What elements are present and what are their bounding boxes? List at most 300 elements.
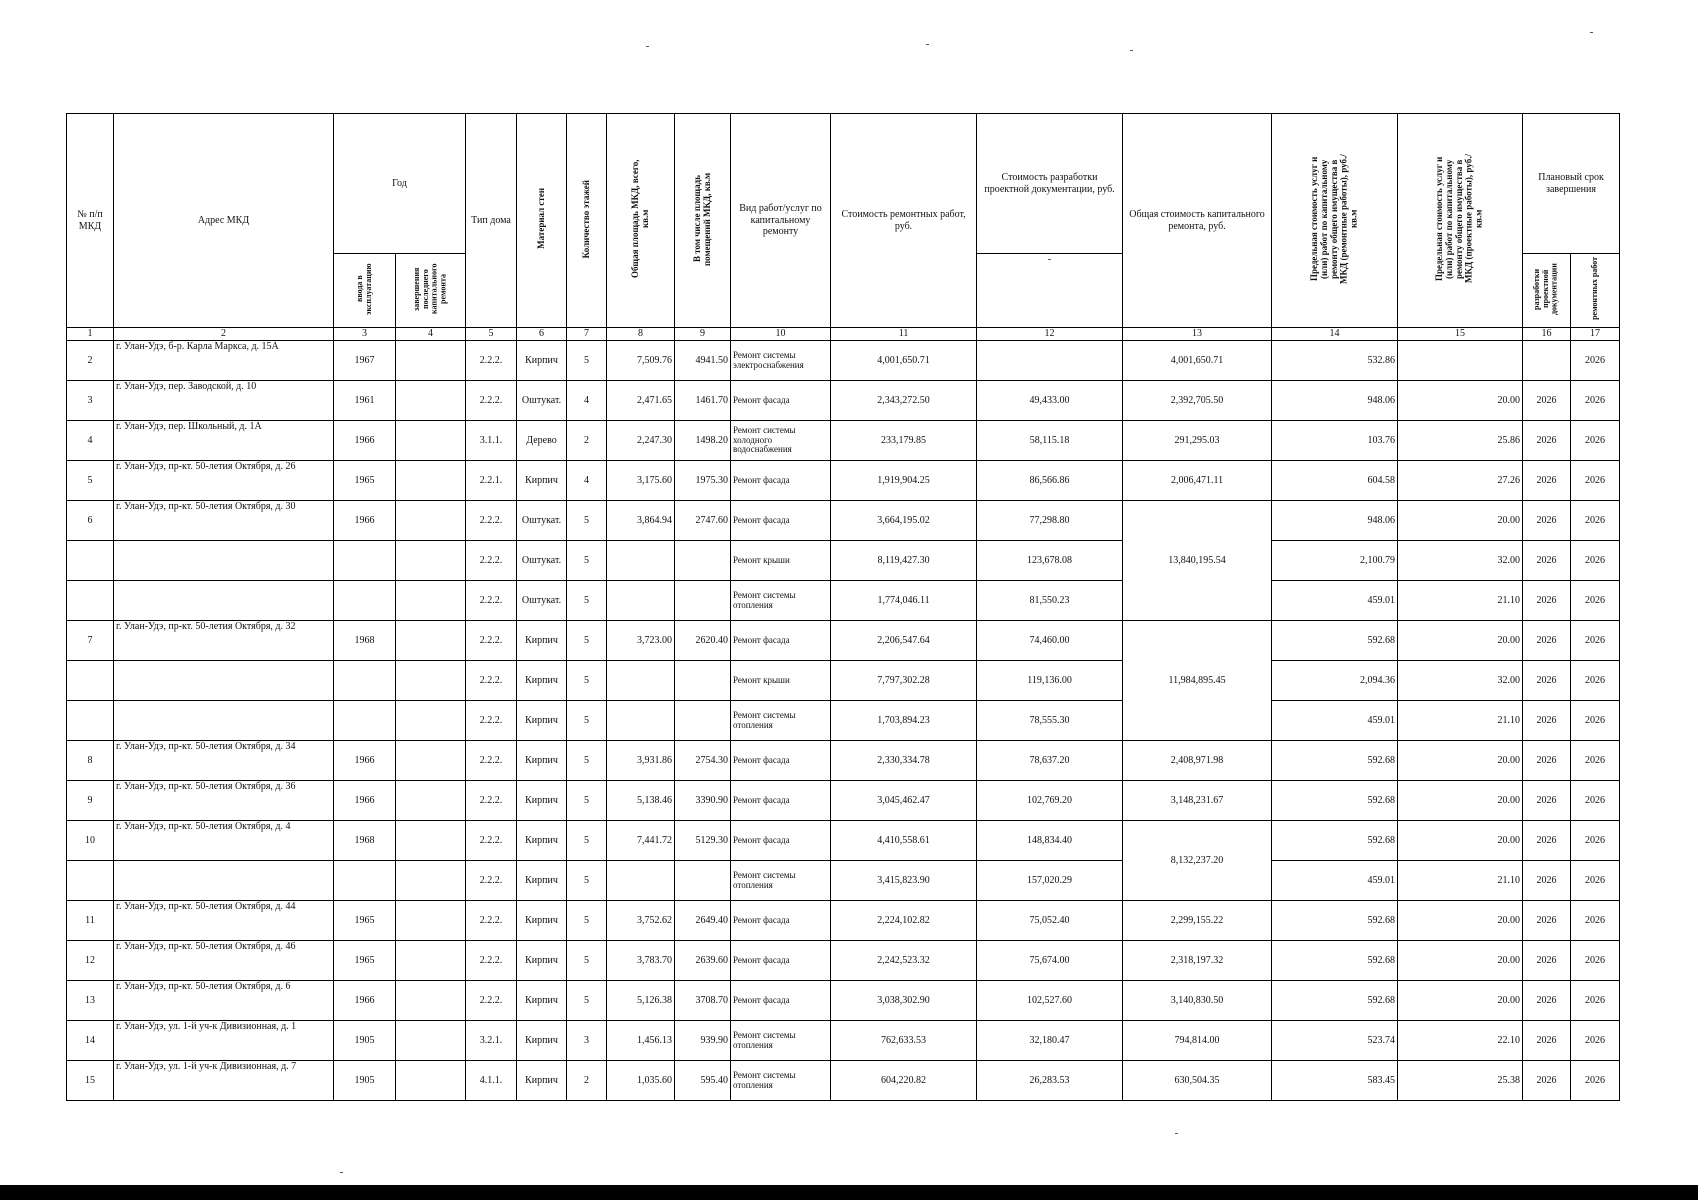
col-number: 15: [1398, 328, 1523, 341]
repair-cost-cell: 2,224,102.82: [831, 901, 977, 941]
total-area-cell: [607, 861, 675, 901]
table-row: [67, 661, 1620, 701]
house-type-cell: 2.2.2.: [466, 621, 517, 661]
work-type-cell: Ремонт фасада: [731, 381, 831, 421]
col-number: 9: [675, 328, 731, 341]
year-commission-cell: 1966: [334, 501, 396, 541]
floors-cell: 5: [567, 501, 607, 541]
term-repair-cell: 2026: [1571, 701, 1620, 741]
total-cost-cell: 2,318,197.32: [1123, 941, 1272, 981]
wall-material-cell: Кирпич: [517, 981, 567, 1021]
limit-design-cell: 20.00: [1398, 981, 1523, 1021]
address-cell: г. Улан-Удэ, ул. 1-й уч-к Дивизионная, д. 7: [114, 1061, 334, 1101]
scan-speck: [340, 1172, 343, 1173]
table-row: [67, 941, 1620, 981]
term-design-cell: 2026: [1523, 1021, 1571, 1061]
premises-area-cell: [675, 661, 731, 701]
term-repair-cell: 2026: [1571, 621, 1620, 661]
table-row: [67, 381, 1620, 421]
scan-speck: [646, 46, 649, 47]
total-cost-cell: 2,408,971.98: [1123, 741, 1272, 781]
wall-material-cell: Кирпич: [517, 341, 567, 381]
total-cost-cell: 13,840,195.54: [1123, 501, 1272, 621]
scan-speck: [1590, 32, 1593, 33]
term-design-cell: 2026: [1523, 421, 1571, 461]
address-cell: [114, 541, 334, 581]
limit-design-cell: 25.38: [1398, 1061, 1523, 1101]
row-number-cell: 6: [67, 501, 114, 541]
term-design-cell: 2026: [1523, 701, 1571, 741]
limit-repair-cell: 103.76: [1272, 421, 1398, 461]
col-number: 6: [517, 328, 567, 341]
col-number: 17: [1571, 328, 1620, 341]
limit-design-cell: 32.00: [1398, 541, 1523, 581]
total-cost-cell: 8,132,237.20: [1123, 821, 1272, 901]
col-number: 1: [67, 328, 114, 341]
term-design-cell: 2026: [1523, 541, 1571, 581]
house-type-cell: 2.2.2.: [466, 581, 517, 621]
house-type-cell: 2.2.2.: [466, 501, 517, 541]
design-cost-cell: 74,460.00: [977, 621, 1123, 661]
limit-repair-cell: 948.06: [1272, 501, 1398, 541]
limit-repair-cell: 459.01: [1272, 581, 1398, 621]
year-last-repair-cell: [396, 1061, 466, 1101]
floors-cell: 5: [567, 781, 607, 821]
term-repair-cell: 2026: [1571, 981, 1620, 1021]
wall-material-cell: Кирпич: [517, 901, 567, 941]
total-cost-cell: 2,006,471.11: [1123, 461, 1272, 501]
wall-material-cell: Кирпич: [517, 1021, 567, 1061]
table-row: [67, 981, 1620, 1021]
address-cell: г. Улан-Удэ, пр-кт. 50-летия Октября, д. 36: [114, 781, 334, 821]
address-cell: [114, 581, 334, 621]
work-type-cell: Ремонт крыши: [731, 661, 831, 701]
address-cell: [114, 861, 334, 901]
header-limit-design: Предельная стоимость услуг и (или) работ по капитальному ремонту общего имущества в МКД (проектные работы), руб./кв.м: [1398, 114, 1523, 328]
year-last-repair-cell: [396, 901, 466, 941]
address-cell: г. Улан-Удэ, пр-кт. 50-летия Октября, д. 26: [114, 461, 334, 501]
repair-cost-cell: 2,330,334.78: [831, 741, 977, 781]
limit-design-cell: 20.00: [1398, 901, 1523, 941]
table-row: [67, 341, 1620, 381]
term-design-cell: 2026: [1523, 741, 1571, 781]
term-repair-cell: 2026: [1571, 821, 1620, 861]
repair-cost-cell: 762,633.53: [831, 1021, 977, 1061]
address-cell: г. Улан-Удэ, б-р. Карла Маркса, д. 15А: [114, 341, 334, 381]
year-commission-cell: 1967: [334, 341, 396, 381]
header-repair-cost: Стоимость ремонтных работ, руб.: [831, 114, 977, 328]
table-row: [67, 701, 1620, 741]
total-area-cell: 5,138.46: [607, 781, 675, 821]
total-cost-cell: 2,392,705.50: [1123, 381, 1272, 421]
col-number: 14: [1272, 328, 1398, 341]
premises-area-cell: [675, 861, 731, 901]
wall-material-cell: Кирпич: [517, 781, 567, 821]
repair-cost-cell: 2,242,523.32: [831, 941, 977, 981]
wall-material-cell: Оштукат.: [517, 501, 567, 541]
limit-design-cell: 27.26: [1398, 461, 1523, 501]
row-number-cell: 5: [67, 461, 114, 501]
design-cost-cell: 77,298.80: [977, 501, 1123, 541]
total-cost-cell: 630,504.35: [1123, 1061, 1272, 1101]
premises-area-cell: 1461.70: [675, 381, 731, 421]
design-cost-cell: 102,769.20: [977, 781, 1123, 821]
limit-design-cell: 21.10: [1398, 701, 1523, 741]
limit-design-cell: 20.00: [1398, 821, 1523, 861]
total-cost-cell: 794,814.00: [1123, 1021, 1272, 1061]
row-number-cell: 10: [67, 821, 114, 861]
work-type-cell: Ремонт системы отопления: [731, 1021, 831, 1061]
row-number-cell: 15: [67, 1061, 114, 1101]
house-type-cell: 2.2.2.: [466, 941, 517, 981]
design-cost-cell: 78,555.30: [977, 701, 1123, 741]
house-type-cell: 3.2.1.: [466, 1021, 517, 1061]
total-area-cell: [607, 661, 675, 701]
table-row: [67, 781, 1620, 821]
limit-repair-cell: 459.01: [1272, 701, 1398, 741]
house-type-cell: 4.1.1.: [466, 1061, 517, 1101]
floors-cell: 5: [567, 981, 607, 1021]
row-number-cell: 2: [67, 341, 114, 381]
premises-area-cell: 3708.70: [675, 981, 731, 1021]
year-commission-cell: 1968: [334, 821, 396, 861]
header-year-last-repair: завершения последнего капитального ремонта: [396, 254, 466, 328]
total-area-cell: [607, 581, 675, 621]
total-area-cell: 5,126.38: [607, 981, 675, 1021]
floors-cell: 5: [567, 861, 607, 901]
term-design-cell: 2026: [1523, 661, 1571, 701]
year-last-repair-cell: [396, 621, 466, 661]
term-repair-cell: 2026: [1571, 781, 1620, 821]
scan-border: [0, 1185, 1698, 1200]
floors-cell: 5: [567, 901, 607, 941]
premises-area-cell: 595.40: [675, 1061, 731, 1101]
limit-design-cell: [1398, 341, 1523, 381]
table-row: [67, 1061, 1620, 1101]
year-commission-cell: 1905: [334, 1021, 396, 1061]
total-cost-cell: 3,140,830.50: [1123, 981, 1272, 1021]
row-number-cell: 11: [67, 901, 114, 941]
floors-cell: 5: [567, 821, 607, 861]
row-number-cell: [67, 541, 114, 581]
work-type-cell: Ремонт фасада: [731, 461, 831, 501]
header-term-design: разработки проектной документации: [1523, 254, 1571, 328]
wall-material-cell: Оштукат.: [517, 581, 567, 621]
address-cell: г. Улан-Удэ, пер. Школьный, д. 1А: [114, 421, 334, 461]
header-total-area: Общая площадь МКД, всего, кв.м: [607, 114, 675, 328]
year-last-repair-cell: [396, 701, 466, 741]
work-type-cell: Ремонт фасада: [731, 941, 831, 981]
design-cost-cell: 81,550.23: [977, 581, 1123, 621]
row-number-cell: [67, 581, 114, 621]
table-row: [67, 421, 1620, 461]
premises-area-cell: [675, 701, 731, 741]
term-design-cell: 2026: [1523, 861, 1571, 901]
row-number-cell: [67, 861, 114, 901]
limit-repair-cell: 592.68: [1272, 821, 1398, 861]
work-type-cell: Ремонт фасада: [731, 621, 831, 661]
work-type-cell: Ремонт фасада: [731, 781, 831, 821]
repair-cost-cell: 3,415,823.90: [831, 861, 977, 901]
address-cell: г. Улан-Удэ, пер. Заводской, д. 10: [114, 381, 334, 421]
house-type-cell: 2.2.2.: [466, 341, 517, 381]
wall-material-cell: Оштукат.: [517, 541, 567, 581]
premises-area-cell: 2620.40: [675, 621, 731, 661]
col-number: 8: [607, 328, 675, 341]
total-area-cell: 3,175.60: [607, 461, 675, 501]
col-number: 16: [1523, 328, 1571, 341]
design-cost-cell: 75,674.00: [977, 941, 1123, 981]
floors-cell: 5: [567, 581, 607, 621]
address-cell: г. Улан-Удэ, пр-кт. 50-летия Октября, д. 6: [114, 981, 334, 1021]
limit-repair-cell: 2,100.79: [1272, 541, 1398, 581]
floors-cell: 5: [567, 661, 607, 701]
table-body: [67, 341, 1620, 1101]
wall-material-cell: Кирпич: [517, 1061, 567, 1101]
limit-repair-cell: 592.68: [1272, 941, 1398, 981]
floors-cell: 2: [567, 1061, 607, 1101]
term-design-cell: 2026: [1523, 821, 1571, 861]
wall-material-cell: Кирпич: [517, 741, 567, 781]
year-last-repair-cell: [396, 781, 466, 821]
year-commission-cell: 1905: [334, 1061, 396, 1101]
house-type-cell: 2.2.2.: [466, 701, 517, 741]
premises-area-cell: 939.90: [675, 1021, 731, 1061]
repair-cost-cell: 3,664,195.02: [831, 501, 977, 541]
premises-area-cell: 3390.90: [675, 781, 731, 821]
year-last-repair-cell: [396, 501, 466, 541]
year-commission-cell: 1968: [334, 621, 396, 661]
limit-design-cell: 22.10: [1398, 1021, 1523, 1061]
table-row: [67, 741, 1620, 781]
total-area-cell: 3,752.62: [607, 901, 675, 941]
wall-material-cell: Кирпич: [517, 621, 567, 661]
total-area-cell: 7,441.72: [607, 821, 675, 861]
year-commission-cell: 1965: [334, 941, 396, 981]
table-row: [67, 541, 1620, 581]
row-number-cell: 7: [67, 621, 114, 661]
repair-cost-cell: 1,774,046.11: [831, 581, 977, 621]
total-area-cell: 3,931.86: [607, 741, 675, 781]
design-cost-cell: 78,637.20: [977, 741, 1123, 781]
header-work-type: Вид работ/услуг по капитальному ремонту: [731, 114, 831, 328]
term-repair-cell: 2026: [1571, 341, 1620, 381]
work-type-cell: Ремонт системы отопления: [731, 581, 831, 621]
repair-cost-cell: 4,410,558.61: [831, 821, 977, 861]
header-address: Адрес МКД: [114, 114, 334, 328]
year-last-repair-cell: [396, 381, 466, 421]
limit-repair-cell: 592.68: [1272, 981, 1398, 1021]
design-cost-cell: 86,566.86: [977, 461, 1123, 501]
work-type-cell: Ремонт фасада: [731, 741, 831, 781]
repair-cost-cell: 2,343,272.50: [831, 381, 977, 421]
limit-design-cell: 20.00: [1398, 501, 1523, 541]
col-number: 12: [977, 328, 1123, 341]
wall-material-cell: Кирпич: [517, 701, 567, 741]
wall-material-cell: Оштукат.: [517, 381, 567, 421]
scan-speck: [1130, 50, 1133, 51]
total-area-cell: 3,864.94: [607, 501, 675, 541]
term-repair-cell: 2026: [1571, 381, 1620, 421]
year-last-repair-cell: [396, 741, 466, 781]
row-number-cell: 14: [67, 1021, 114, 1061]
limit-design-cell: 25.86: [1398, 421, 1523, 461]
year-last-repair-cell: [396, 981, 466, 1021]
year-last-repair-cell: [396, 541, 466, 581]
year-commission-cell: [334, 861, 396, 901]
year-last-repair-cell: [396, 461, 466, 501]
header-floors: Количество этажей: [567, 114, 607, 328]
year-commission-cell: [334, 581, 396, 621]
work-type-cell: Ремонт фасада: [731, 981, 831, 1021]
total-cost-cell: 2,299,155.22: [1123, 901, 1272, 941]
row-number-cell: 12: [67, 941, 114, 981]
repair-cost-cell: 233,179.85: [831, 421, 977, 461]
table-row: [67, 461, 1620, 501]
premises-area-cell: 2639.60: [675, 941, 731, 981]
premises-area-cell: 1498.20: [675, 421, 731, 461]
work-type-cell: Ремонт системы отопления: [731, 701, 831, 741]
term-repair-cell: 2026: [1571, 421, 1620, 461]
floors-cell: 5: [567, 941, 607, 981]
wall-material-cell: Кирпич: [517, 821, 567, 861]
col-number: 4: [396, 328, 466, 341]
work-type-cell: Ремонт системы отопления: [731, 1061, 831, 1101]
wall-material-cell: Кирпич: [517, 941, 567, 981]
repair-cost-cell: 1,703,894.23: [831, 701, 977, 741]
address-cell: г. Улан-Удэ, пр-кт. 50-летия Октября, д. 46: [114, 941, 334, 981]
limit-repair-cell: 592.68: [1272, 741, 1398, 781]
work-type-cell: Ремонт крыши: [731, 541, 831, 581]
design-cost-cell: [977, 341, 1123, 381]
term-repair-cell: 2026: [1571, 901, 1620, 941]
year-last-repair-cell: [396, 341, 466, 381]
header-term-repair: ремонтных работ: [1571, 254, 1620, 328]
term-repair-cell: 2026: [1571, 741, 1620, 781]
col-number: 5: [466, 328, 517, 341]
term-repair-cell: 2026: [1571, 941, 1620, 981]
term-repair-cell: 2026: [1571, 661, 1620, 701]
wall-material-cell: Дерево: [517, 421, 567, 461]
term-design-cell: 2026: [1523, 981, 1571, 1021]
year-commission-cell: 1965: [334, 901, 396, 941]
limit-design-cell: 20.00: [1398, 941, 1523, 981]
term-design-cell: 2026: [1523, 381, 1571, 421]
limit-repair-cell: 2,094.36: [1272, 661, 1398, 701]
limit-repair-cell: 523.74: [1272, 1021, 1398, 1061]
table-row: [67, 501, 1620, 541]
floors-cell: 5: [567, 741, 607, 781]
floors-cell: 5: [567, 341, 607, 381]
premises-area-cell: 2754.30: [675, 741, 731, 781]
work-type-cell: Ремонт фасада: [731, 901, 831, 941]
floors-cell: 4: [567, 381, 607, 421]
term-design-cell: 2026: [1523, 901, 1571, 941]
year-last-repair-cell: [396, 581, 466, 621]
wall-material-cell: Кирпич: [517, 461, 567, 501]
limit-repair-cell: 592.68: [1272, 621, 1398, 661]
work-type-cell: Ремонт системы отопления: [731, 861, 831, 901]
wall-material-cell: Кирпич: [517, 861, 567, 901]
limit-design-cell: 20.00: [1398, 741, 1523, 781]
total-area-cell: 1,456.13: [607, 1021, 675, 1061]
table-row: [67, 1021, 1620, 1061]
header-design-cost: Стоимость разработки проектной документации, руб.: [977, 114, 1123, 254]
total-area-cell: 2,247.30: [607, 421, 675, 461]
year-commission-cell: 1966: [334, 421, 396, 461]
year-last-repair-cell: [396, 661, 466, 701]
total-area-cell: 2,471.65: [607, 381, 675, 421]
term-design-cell: 2026: [1523, 501, 1571, 541]
repair-cost-cell: 604,220.82: [831, 1061, 977, 1101]
limit-design-cell: 20.00: [1398, 781, 1523, 821]
floors-cell: 5: [567, 541, 607, 581]
table-row: [67, 821, 1620, 861]
col-number: 2: [114, 328, 334, 341]
limit-repair-cell: 592.68: [1272, 781, 1398, 821]
work-type-cell: Ремонт фасада: [731, 821, 831, 861]
table-row: [67, 861, 1620, 901]
scan-speck: [1175, 1133, 1178, 1134]
premises-area-cell: 1975.30: [675, 461, 731, 501]
limit-design-cell: 20.00: [1398, 381, 1523, 421]
row-number-cell: [67, 661, 114, 701]
premises-area-cell: [675, 581, 731, 621]
term-repair-cell: 2026: [1571, 461, 1620, 501]
header-num: № п/п МКД: [67, 114, 114, 328]
work-type-cell: Ремонт системы холодного водоснабжения: [731, 421, 831, 461]
total-area-cell: [607, 541, 675, 581]
row-number-cell: [67, 701, 114, 741]
scan-speck: [926, 44, 929, 45]
total-area-cell: 3,723.00: [607, 621, 675, 661]
limit-repair-cell: 604.58: [1272, 461, 1398, 501]
total-cost-cell: 291,295.03: [1123, 421, 1272, 461]
header-year-commission: ввода в эксплуатацию: [334, 254, 396, 328]
term-design-cell: 2026: [1523, 581, 1571, 621]
house-type-cell: 2.2.2.: [466, 981, 517, 1021]
term-design-cell: 2026: [1523, 461, 1571, 501]
floors-cell: 5: [567, 701, 607, 741]
address-cell: г. Улан-Удэ, пр-кт. 50-летия Октября, д. 34: [114, 741, 334, 781]
year-commission-cell: 1965: [334, 461, 396, 501]
house-type-cell: 2.2.2.: [466, 861, 517, 901]
floors-cell: 2: [567, 421, 607, 461]
house-type-cell: 3.1.1.: [466, 421, 517, 461]
term-design-cell: 2026: [1523, 1061, 1571, 1101]
row-number-cell: 9: [67, 781, 114, 821]
design-cost-cell: 119,136.00: [977, 661, 1123, 701]
term-repair-cell: 2026: [1571, 1061, 1620, 1101]
total-cost-cell: 11,984,895.45: [1123, 621, 1272, 741]
row-number-cell: 13: [67, 981, 114, 1021]
limit-repair-cell: 948.06: [1272, 381, 1398, 421]
col-number: 10: [731, 328, 831, 341]
col-number: 3: [334, 328, 396, 341]
year-last-repair-cell: [396, 421, 466, 461]
row-number-cell: 4: [67, 421, 114, 461]
repair-cost-cell: 8,119,427.30: [831, 541, 977, 581]
year-last-repair-cell: [396, 821, 466, 861]
repair-cost-cell: 1,919,904.25: [831, 461, 977, 501]
limit-design-cell: 21.10: [1398, 581, 1523, 621]
address-cell: г. Улан-Удэ, пр-кт. 50-летия Октября, д. 32: [114, 621, 334, 661]
address-cell: г. Улан-Удэ, ул. 1-й уч-к Дивизионная, д. 1: [114, 1021, 334, 1061]
design-cost-cell: 26,283.53: [977, 1061, 1123, 1101]
term-design-cell: 2026: [1523, 781, 1571, 821]
repair-cost-cell: 3,038,302.90: [831, 981, 977, 1021]
house-type-cell: 2.2.1.: [466, 461, 517, 501]
